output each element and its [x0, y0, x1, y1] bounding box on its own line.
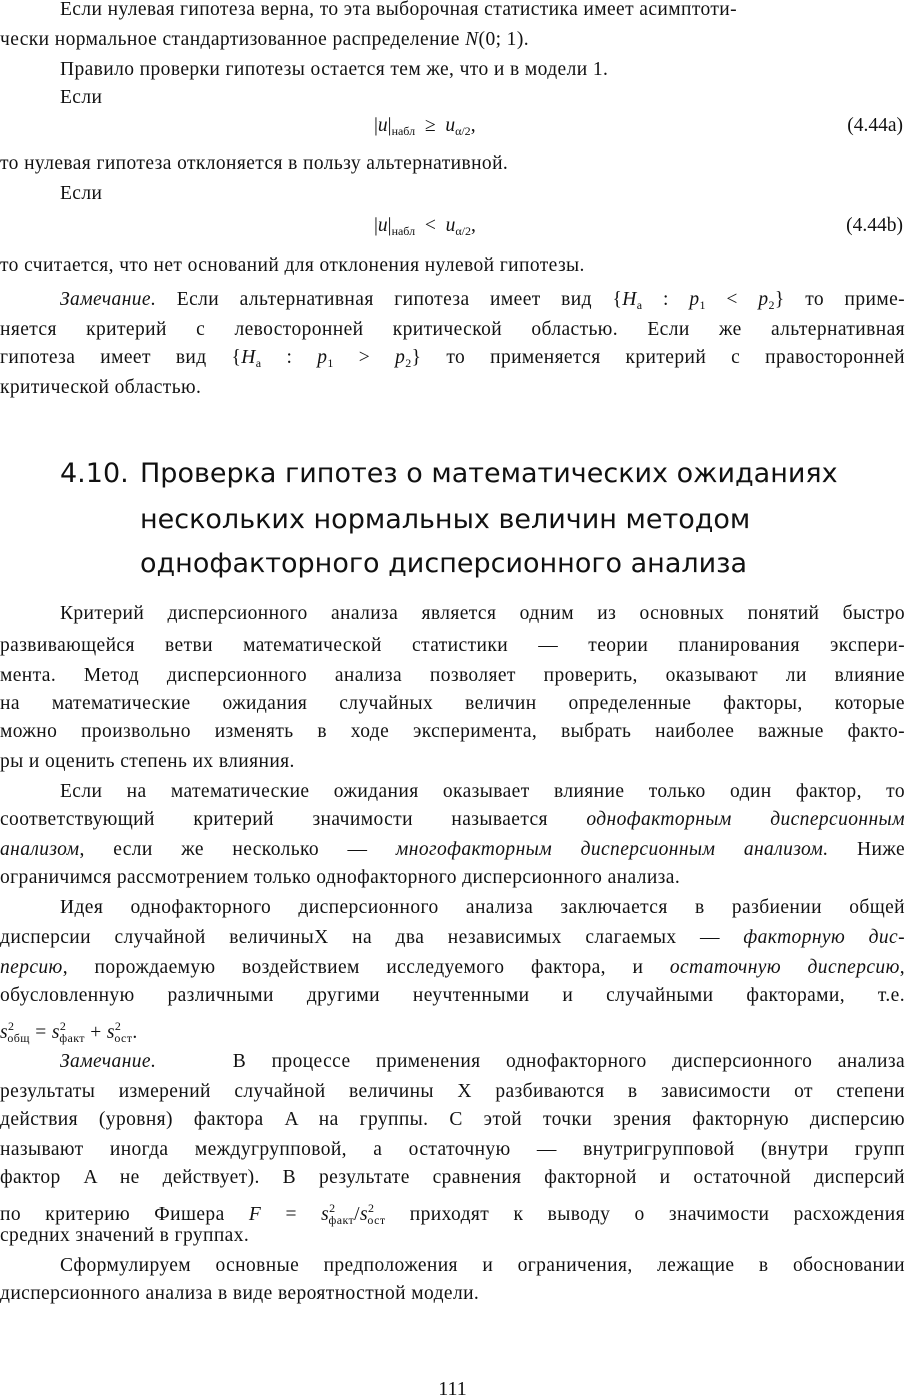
- text-line: развивающейся ветви математической статистики — теории планирования экспери-: [0, 635, 905, 656]
- text-line: Идея однофакторного дисперсионного анализа заключается в разбиении общей: [60, 897, 905, 918]
- text-line: соответствующий критерий значимости называется однофакторным дисперсионным: [0, 809, 905, 830]
- remark-line: действия (уровня) фактора A на группы. С этой точки зрения факторную дисперсию: [0, 1109, 905, 1130]
- remark-line: гипотеза имеет вид {$H_a$ : $p_1 > p_2$} то применяется критерий с правосторонней: [0, 347, 905, 370]
- text-line: Если нулевая гипотеза верна, то эта выборочная статистика имеет асимптоти-: [60, 0, 738, 20]
- text-line: то считается, что нет оснований для отклонения нулевой гипотезы.: [0, 255, 585, 276]
- formula: $|u|_{набл} \ge u_{\alpha/2}$,: [374, 115, 476, 138]
- equation-4-44a: [0, 110, 905, 142]
- text-line: дисперсии случайной величиныX на два независимых слагаемых — факторную дис-: [0, 927, 905, 948]
- text-line: можно произвольно изменять в ходе эксперимента, выбрать наиболее важные факто-: [0, 721, 905, 742]
- text-line: Если на математические ожидания оказывает влияние только один фактор, то: [60, 781, 905, 802]
- text-line: Критерий дисперсионного анализа является одним из основных понятий быстро: [60, 603, 905, 624]
- section-title-line: однофакторного дисперсионного анализа: [140, 548, 748, 579]
- text-line: на математические ожидания случайных величин определенные факторы, которые: [0, 693, 905, 714]
- section-title-line: нескольких нормальных величин методом: [140, 504, 751, 535]
- remark-line: Замечание. В процессе применения однофакторного дисперсионного анализа: [60, 1051, 905, 1072]
- text-line: Сформулируем основные предположения и ограничения, лежащие в обосновании: [60, 1255, 905, 1276]
- remark-line: по критерию Фишера $F = s^2_{факт}/s^2_{ост}$ приходят к выводу о значимости расхождения: [0, 1201, 905, 1227]
- equation-number: (4.44b): [846, 215, 903, 236]
- text-line: мента. Метод дисперсионного анализа позволяет проверить, оказывают ли влияние: [0, 665, 905, 686]
- remark-line: называют иногда междугрупповой, а остаточную — внутригрупповой (внутри групп: [0, 1139, 905, 1160]
- formula: $|u|_{набл} < u_{\alpha/2}$,: [374, 215, 476, 238]
- equation-number: (4.44a): [847, 115, 903, 136]
- text-line: то нулевая гипотеза отклоняется в пользу альтернативной.: [0, 153, 509, 174]
- text-line: ограничимся рассмотрением только однофакторного дисперсионного анализа.: [0, 867, 681, 888]
- text-line: Если: [60, 183, 103, 204]
- text-line: чески нормальное стандартизованное распределение N(0; 1).: [0, 29, 530, 50]
- section-title-line: Проверка гипотез о математических ожиданиях: [140, 458, 838, 489]
- text-line: персию, порождаемую воздействием исследуемого фактора, и остаточную дисперсию,: [0, 957, 905, 978]
- formula-line: $s^2_{общ} = s^2_{факт} + s^2_{ост}$.: [0, 1019, 138, 1045]
- remark-line: средних значений в группах.: [0, 1225, 250, 1246]
- equation-4-44b: [0, 210, 905, 242]
- remark-line: Замечание. Если альтернативная гипотеза имеет вид {$H_a$ : $p_1 < p_2$} то приме-: [60, 289, 905, 312]
- text-line: ры и оценить степень их влияния.: [0, 751, 295, 772]
- text-line: дисперсионного анализа в виде вероятностной модели.: [0, 1283, 480, 1304]
- remark-line: няется критерий с левосторонней критической областью. Если же альтернативная: [0, 319, 905, 340]
- page-number: 111: [438, 1378, 467, 1400]
- text-line: Правило проверки гипотезы остается тем же, что и в модели 1.: [60, 59, 609, 80]
- text-line: Если: [60, 87, 103, 108]
- remark-line: результаты измерений случайной величины X разбиваются в зависимости от степени: [0, 1081, 905, 1102]
- text-line: анализом, если же несколько — многофакторным дисперсионным анализом. Ниже: [0, 839, 905, 860]
- text-line: обусловленную различными другими неучтенными и случайными факторами, т.е.: [0, 985, 905, 1006]
- remark-line: фактор A не действует). В результате сравнения факторной и остаточной дисперсий: [0, 1167, 905, 1188]
- section-number: 4.10.: [60, 458, 129, 489]
- remark-line: критической областью.: [0, 377, 202, 398]
